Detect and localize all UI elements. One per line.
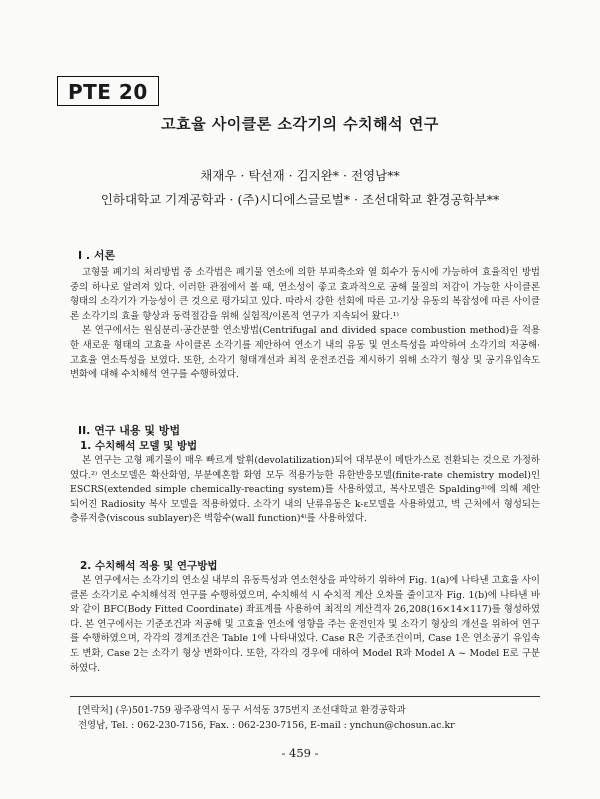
footnote-divider <box>70 696 540 697</box>
intro-paragraph-1: 고형물 폐기의 처리방법 중 소각법은 폐기물 연소에 의한 부피축소와 열 회수가 동시에 가능하여 효율적인 방법 중의 하나로 알려져 있다. 이러한 관점에서 볼 때, 연소성이 좋고 효과적으로 공해 물질의 저감이 가능한 사이클론 형태의 소각기가 가능성이 큰 것으로 평가되고 있다. 따라서 강한 선회에 따른 고-기상 유동의 복잡성에 따른 사이클론 소각기의 효율 향상과 동력절감을 위해 실험적/이론적 연구가 지속되어 왔다.¹⁾ <box>70 267 540 322</box>
model-paragraph: 본 연구는 고형 폐기물이 매우 빠르게 탈휘(devolatilization)되어 대부분이 메탄가스로 전환되는 것으로 가정하였다.²⁾ 연소모델은 확산화염, 부분예혼합 화염 모두 적용가능한 유한반응모델(finite-rate chemistry model)인 ESCRS(extended simple chemically-reacting system)를 사용하였고, 복사모델은 Spalding³⁾에 의해 제안되어진 Radiosity 복사 모델을 적용하였다. 소각기 내의 난류유동은 k-ε모델을 사용하였고, 벽 근처에서 형성되는 층류저층(viscous sublayer)은 벽함수(wall function)⁴⁾를 사용하였다. <box>70 455 540 525</box>
subsection-heading-model: 1. 수치해석 모델 및 방법 <box>80 440 198 452</box>
author-list: 채재우 · 탁선재 · 김지완* · 전영남** <box>200 168 400 183</box>
intro-paragraph-2: 본 연구에서는 원심분리·공간분할 연소방법(Centrifugal and divided space combustion method)을 적용한 새로운 형태의 고효율 사이클론 소각기를 제안하여 연소기 내의 유동 및 연소특성을 파악하여 소각기의 저공해·고효율 연소특성을 보였다. 또한, 소각기 형태개선과 최적 운전조건을 제시하기 위해 소각기 형상 및 공기유입속도 변화에 대해 수치해석 연구를 수행하였다. <box>70 325 540 381</box>
paper-title: 고효율 사이클론 소각기의 수치해석 연구 <box>161 115 439 133</box>
contact-footnote <box>78 703 548 733</box>
application-paragraph: 본 연구에서는 소각기의 연소실 내부의 유동특성과 연소현상을 파악하기 위하여 Fig. 1(a)에 나타낸 고효율 사이클론 소각기로 수치해석적 연구를 수행하였으며, 수치해석 시 수치적 계산 오차를 줄이고자 Fig. 1(b)에 나타낸 바와 같이 BFC(Body Fitted Coordinate) 좌표계를 사용하여 최적의 계산격자 26,208(16×14×117)를 형성하였다. 본 연구에서는 기준조건과 저공해 및 고효율 연소에 영향을 주는 운전인자 및 소각기 형상의 개선을 위하여 연구를 수행하였으며, 각각의 경계조건은 Table 1에 나타내었다. Case R은 기준조건이며, Case 1은 연소공기 유입속도 변화, Case 2는 소각기 형상 변화이다. 또한, 각각의 경우에 대하여 Model R과 Model A ~ Model E로 구분하였다. <box>70 575 540 674</box>
model-section <box>70 454 540 527</box>
subsection-heading-application: 2. 수치해석 적용 및 연구방법 <box>80 560 218 572</box>
paper-code-badge: PTE 20 <box>57 76 159 106</box>
contact-address: [연락처] (우)501-759 광주광역시 동구 서석동 375번지 조선대학교 환경공학과 <box>78 705 406 716</box>
intro-section <box>70 266 540 383</box>
affiliation-list: 인하대학교 기계공학과 · (주)시디에스글로벌* · 조선대학교 환경공학부** <box>100 192 500 207</box>
section-heading-method: II. 연구 내용 및 방법 <box>78 424 181 437</box>
section-heading-intro: I . 서론 <box>78 249 116 262</box>
page-number: - 459 - <box>281 746 319 760</box>
application-section <box>70 574 540 676</box>
contact-details: 전영남, Tel. : 062-230-7156, Fax. : 062-230-7156, E-mail : ynchun@chosun.ac.kr <box>78 720 455 731</box>
